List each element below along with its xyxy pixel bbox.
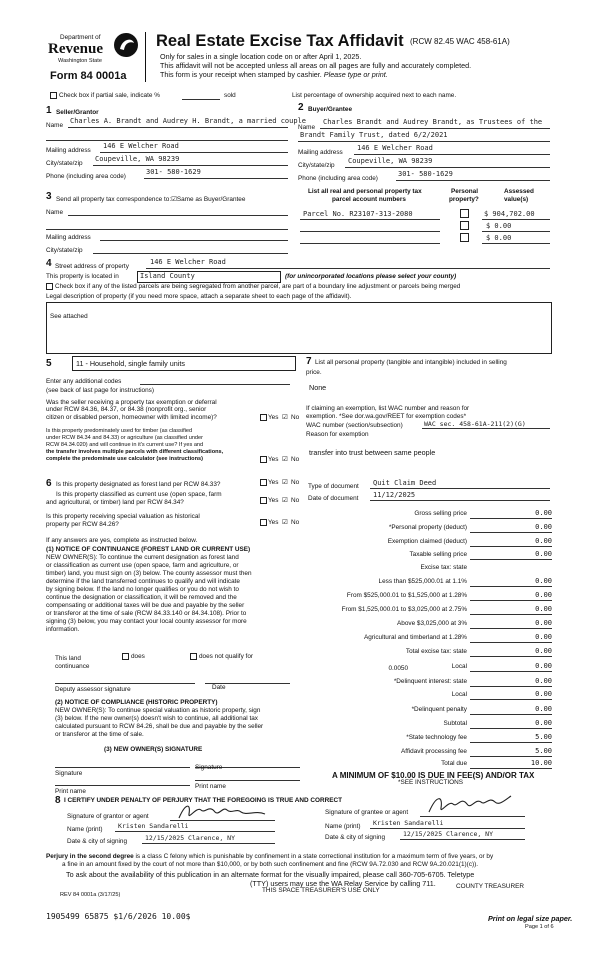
- q1-line1: Was the seller receiving a property tax exemption or deferral: [46, 399, 217, 406]
- s6-q2-no-label: No: [291, 497, 300, 504]
- buyer-city-value: Coupeville, WA 98239: [348, 157, 433, 165]
- seller-phone-value: 301- 580-1629: [146, 168, 201, 176]
- buyer-phone-value: 301- 580-1629: [398, 170, 453, 178]
- segregated-label: Check box if any of the listed parcels are being segregated from another parcel, are part of a boundary line adjustment or parcels being merged: [55, 283, 461, 290]
- seller-city-value: Coupeville, WA 98239: [95, 155, 180, 163]
- perjury-line1: is a class C felony which is punishable by confinement in a state correctional institution for a maximum term of five years, or by: [133, 853, 494, 860]
- local-interest-value: 0.00: [535, 690, 552, 698]
- minimum-due-line1: A MINIMUM OF $10.00 IS DUE IN FEE(S) AND/OR TAX: [332, 771, 535, 780]
- delinquent-interest-field[interactable]: [470, 686, 552, 687]
- grantee-name-label: Name (print): [325, 823, 361, 830]
- total-due-label: Total due: [441, 760, 467, 767]
- owner-signature-field-1[interactable]: [55, 767, 190, 768]
- deputy-date-label: Date: [212, 684, 226, 691]
- section-6-number: 6: [46, 478, 52, 489]
- delinquent-penalty-value: 0.00: [535, 705, 552, 713]
- alt-format-line1: To ask about the availability of this publication in an alternate format for the visually impaired, please call 360-705-6705. Teletype: [66, 870, 475, 879]
- tax-bracket-field[interactable]: [470, 628, 552, 629]
- grantor-signature-label: Signature of grantor or agent: [67, 813, 149, 820]
- notice1-line: timber) land, you must sign on (3) below. The county assessor must then: [46, 570, 252, 577]
- if-yes-note: If any answers are yes, complete as instructed below.: [46, 537, 198, 544]
- q2-yes-checkbox[interactable]: [260, 456, 267, 463]
- tax-row-label: Exemption claimed (deduct): [387, 538, 467, 545]
- owner-print-label-1: Print name: [55, 788, 86, 795]
- does-not-checkbox[interactable]: [190, 653, 197, 660]
- q2-line1: Is this property predominately used for timber (as classified: [46, 428, 193, 434]
- perjury-line2: a fine in an amount fixed by the court of not more than $10,000, or by both such confinement and fine (RCW 9A.72.030 and RCW 9A.20.021(1)(c)).: [62, 861, 478, 868]
- notice2-line: calculated pursuant to RCW 84.26, shall be due and payable by the seller: [55, 723, 264, 730]
- correspondence-mailing-field[interactable]: [100, 240, 288, 241]
- wac-field[interactable]: [422, 428, 550, 429]
- s6-q3-yes-checkbox[interactable]: [260, 519, 267, 526]
- parcel-col-heading-1: List all real and personal property tax: [308, 188, 422, 195]
- q1-yes-label: Yes: [268, 414, 279, 421]
- tax-row-label: Gross selling price: [414, 510, 467, 517]
- parcel-row-1-value-field[interactable]: [482, 219, 550, 220]
- doc-type-label: Type of document: [308, 483, 359, 490]
- legal-description-field[interactable]: [46, 302, 552, 354]
- seller-phone-label: Phone (including area code): [46, 173, 126, 180]
- this-land-label: This land: [55, 655, 81, 662]
- list-percentage-note: List percentage of ownership acquired next to each name.: [292, 92, 457, 99]
- notice2-title: (2) NOTICE OF COMPLIANCE (HISTORIC PROPERTY): [55, 699, 218, 706]
- exempt-label-2: exemption.: [306, 413, 338, 420]
- section-4-number: 4: [46, 258, 52, 269]
- seller-mailing-label: Mailing address: [46, 147, 91, 154]
- q1-line2: under RCW 84.36, 84.37, or 84.38 (nonprofit org., senior: [46, 406, 207, 413]
- legal-paper-note: Print on legal size paper.: [488, 914, 573, 923]
- section-2-number: 2: [298, 102, 304, 113]
- correspondence-name-label: Name: [46, 209, 64, 216]
- grantor-signature-icon: [175, 800, 270, 822]
- header-divider: [145, 32, 146, 82]
- local-tax-field[interactable]: [470, 671, 552, 672]
- tax-bracket-label: Agricultural and timberland at 1.28%: [363, 634, 467, 641]
- legal-description-value: See attached: [50, 313, 88, 320]
- header-line3-italic: Please type or print.: [323, 70, 388, 79]
- notice1-line: compensating or additional taxes will be due and payable by the seller: [46, 602, 245, 609]
- q1-line3: citizen or disabled person, homeowner with limited income)?: [46, 414, 217, 421]
- grantee-name-field[interactable]: [370, 828, 525, 829]
- perjury-bold: Perjury in the second degree: [46, 853, 134, 860]
- local-interest-label: Local: [451, 691, 467, 698]
- subtotal-field[interactable]: [470, 728, 552, 729]
- tax-row-value: 0.00: [535, 550, 552, 558]
- tax-row-field[interactable]: [470, 559, 552, 560]
- s6-q2-line2: and agricultural, or timber) land per RCW 84.34?: [46, 499, 184, 506]
- form-statute: (RCW 82.45 WAC 458-61A): [410, 37, 510, 46]
- seller-name-field[interactable]: [68, 127, 288, 128]
- does-checkbox[interactable]: [122, 653, 129, 660]
- correspondence-heading: Send all property tax correspondence to:☑Same as Buyer/Grantee: [56, 196, 246, 203]
- grantor-date-label: Date & city of signing: [67, 838, 128, 845]
- buyer-mailing-value: 146 E Welcher Road: [357, 144, 433, 152]
- doc-date-value: 11/12/2025: [373, 491, 416, 499]
- s6-q3-line1: Is this property receiving special valuation as historical: [46, 513, 200, 520]
- tax-row-label: *Personal property (deduct): [388, 524, 467, 531]
- located-in-label: This property is located in: [46, 273, 119, 280]
- delinquent-interest-value: 0.00: [535, 677, 552, 685]
- s6-q2-yes-checkbox[interactable]: [260, 497, 267, 504]
- parcel-row-1-personal-checkbox[interactable]: [460, 209, 469, 218]
- parcel-row-3-field[interactable]: [300, 243, 440, 244]
- county-treasurer: COUNTY TREASURER: [456, 883, 524, 890]
- s6-q2-no-checkbox[interactable]: ☑: [282, 497, 288, 504]
- buyer-name-line2: Brandt Family Trust, dated 6/2/2021: [300, 131, 448, 139]
- wac-value: WAC sec. 458-61A-211(2)(G): [424, 420, 526, 428]
- doc-date-label: Date of document: [308, 495, 359, 502]
- grantee-signature-label: Signature of grantee or agent: [325, 809, 409, 816]
- notice1-line: or transferor at the time of sale (RCW 84.33.140 or 84.34.108). Prior to: [46, 610, 247, 617]
- buyer-mailing-label: Mailing address: [298, 149, 343, 156]
- parcel-row-2-value: $ 0.00: [486, 222, 512, 230]
- grantor-name-field[interactable]: [115, 831, 275, 832]
- grantee-signature-field[interactable]: [420, 816, 525, 817]
- dept-revenue: Revenue: [48, 41, 103, 57]
- personal-property-value: None: [309, 383, 327, 392]
- doc-date-field[interactable]: [370, 500, 550, 501]
- buyer-phone-label: Phone (including area code): [298, 175, 378, 182]
- segregated-checkbox[interactable]: [46, 283, 53, 290]
- tax-bracket-value: 0.00: [535, 633, 552, 641]
- parcel-row-3-value-field[interactable]: [482, 243, 550, 244]
- tax-bracket-field[interactable]: [470, 642, 552, 643]
- tax-row-field[interactable]: [470, 518, 552, 519]
- notice1-line: continue the designation or classification, it will be removed and the: [46, 594, 237, 601]
- notice3-title: (3) NEW OWNER(S) SIGNATURE: [104, 746, 203, 753]
- tax-bracket-label: Above $3,025,000 at 3%: [397, 620, 467, 627]
- parcel-row-2-value-field[interactable]: [482, 231, 550, 232]
- q2-no-checkbox[interactable]: ☑: [282, 456, 288, 463]
- minimum-due-line2: *SEE INSTRUCTIONS: [398, 779, 463, 786]
- street-address-value: 146 E Welcher Road: [150, 258, 226, 266]
- owner-signature-label-1: Signature: [55, 770, 83, 777]
- tax-row-field[interactable]: [470, 546, 552, 547]
- parcel-row-2-field[interactable]: [300, 231, 440, 232]
- correspondence-mailing-label: Mailing address: [46, 234, 91, 241]
- notice2-line: NEW OWNER(S): To continue special valuation as historic property, sign: [55, 707, 261, 714]
- processing-fee-label: Affidavit processing fee: [401, 748, 467, 755]
- personal-col-heading-1: Personal: [451, 188, 478, 195]
- section-8-number: 8: [55, 795, 61, 806]
- buyer-mailing-field[interactable]: [354, 154, 550, 155]
- additional-codes-field[interactable]: [140, 384, 290, 385]
- notice1-line: information.: [46, 626, 80, 633]
- reason-label: Reason for exemption: [306, 431, 369, 438]
- grantee-date-label: Date & city of signing: [325, 834, 386, 841]
- total-excise-state-label: Total excise tax: state: [405, 648, 467, 655]
- grantee-date-field[interactable]: [400, 839, 525, 840]
- grantor-date-value: 12/15/2025 Clarence, NY: [145, 834, 236, 842]
- partial-sale-checkbox[interactable]: [50, 92, 57, 99]
- s6-q1-yes-label: Yes: [268, 479, 279, 486]
- buyer-name-line1: Charles Brandt and Audrey Brandt, as Trustees of the: [323, 118, 543, 126]
- doc-type-value: Quit Claim Deed: [373, 479, 437, 487]
- tax-bracket-field[interactable]: [470, 586, 552, 587]
- total-excise-state-value: 0.00: [535, 647, 552, 655]
- seller-name-value: Charles A. Brandt and Audrey H. Brandt, a married couple: [70, 117, 307, 125]
- deputy-signature-label: Deputy assessor signature: [55, 686, 131, 693]
- subtotal-value: 0.00: [535, 719, 552, 727]
- q2-line4: the transfer involves multiple parcels with different classifications,: [46, 449, 224, 455]
- correspondence-city-label: City/state/zip: [46, 247, 83, 254]
- buyer-name-field-2[interactable]: [298, 141, 550, 142]
- q2-line3: RCW 84.34.020) and will continue in it's current use? If yes and: [46, 442, 204, 448]
- local-interest-field[interactable]: [470, 699, 552, 700]
- tax-row-field[interactable]: [470, 532, 552, 533]
- seller-mailing-field[interactable]: [100, 152, 288, 153]
- doc-type-field[interactable]: [370, 488, 550, 489]
- grantor-date-field[interactable]: [142, 843, 275, 844]
- wac-label: WAC number (section/subsection): [306, 422, 403, 429]
- q2-line2: under RCW 84.34 and 84.33) or agriculture (as classified under: [46, 435, 204, 441]
- technology-fee-field[interactable]: [470, 742, 552, 743]
- county-value: Island County: [140, 272, 195, 280]
- tax-bracket-field[interactable]: [470, 614, 552, 615]
- page-number: Page 1 of 6: [525, 924, 554, 930]
- delinquent-penalty-label: *Delinquent penalty: [411, 706, 467, 713]
- technology-fee-value: 5.00: [535, 733, 552, 741]
- processing-fee-value: 5.00: [535, 747, 552, 755]
- seller-city-field[interactable]: [93, 165, 288, 166]
- exempt-label-1: If claiming an exemption, list WAC number and reason for: [306, 405, 470, 412]
- use-code-value: 11 - Household, single family units: [76, 359, 185, 368]
- s6-q1-no-label: No: [291, 479, 300, 486]
- notice1-line: by signing below. If the land no longer qualifies or you do not wish to: [46, 586, 239, 593]
- section-1-number: 1: [46, 105, 52, 116]
- see-back-note: (see back of last page for instructions): [46, 387, 154, 394]
- section-5-number: 5: [46, 358, 52, 369]
- continuance-label: continuance: [55, 663, 90, 670]
- does-not-label: does not qualify for: [199, 653, 253, 660]
- grantee-date-value: 12/15/2025 Clarence, NY: [403, 830, 494, 838]
- q1-yes-checkbox[interactable]: [260, 414, 267, 421]
- tax-bracket-value: 0.00: [535, 619, 552, 627]
- total-due-field[interactable]: [470, 768, 552, 769]
- header-line3: This form is your receipt when stamped by cashier.: [160, 70, 322, 79]
- notice1-line: signing (3) below, you may contact your local county assessor for more: [46, 618, 247, 625]
- seller-heading: Seller/Grantor: [56, 109, 99, 116]
- form-revision: REV 84 0001a (3/17/25): [60, 892, 121, 898]
- parcel-row-1-number: Parcel No. R23107-313-2080: [303, 210, 413, 218]
- tax-row-value: 0.00: [535, 523, 552, 531]
- grantee-name-value: Kristen Sandarelli: [373, 819, 444, 827]
- buyer-name-field[interactable]: [320, 128, 550, 129]
- buyer-name-label: Name: [298, 124, 316, 131]
- exempt-link[interactable]: *See dor.wa.gov/REET for exemption codes*: [339, 413, 467, 420]
- header-line2: This affidavit will not be accepted unless all areas on all pages are fully and accurately completed.: [160, 61, 472, 70]
- street-address-field[interactable]: [146, 268, 550, 269]
- personal-property-label-1: List all personal property (tangible and intangible) included in selling: [315, 359, 507, 366]
- buyer-phone-field[interactable]: [396, 180, 550, 181]
- tax-row-value: 0.00: [535, 509, 552, 517]
- cashier-stamp: 1905499 65875 $1/6/2026 10.00$: [46, 912, 191, 921]
- subtotal-label: Subtotal: [443, 720, 467, 727]
- q2-no-label: No: [291, 456, 300, 463]
- parcel-row-3-value: $ 0.00: [486, 234, 512, 242]
- grantor-name-value: Kristen Sandarelli: [118, 822, 189, 830]
- buyer-city-label: City/state/zip: [298, 162, 335, 169]
- section-7-number: 7: [306, 356, 312, 367]
- personal-property-label-2: price.: [306, 369, 322, 376]
- local-rate: 0.0050: [388, 665, 408, 672]
- tax-bracket-label: Less than $525,000.01 at 1.1%: [378, 578, 467, 585]
- tax-bracket-value: 0.00: [535, 591, 552, 599]
- grantee-signature-icon: [425, 792, 515, 816]
- seller-phone-field[interactable]: [144, 178, 288, 179]
- s6-q3-line2: property per RCW 84.26?: [46, 521, 119, 528]
- notice1-line: determine if the land transferred continues to qualify and will indicate: [46, 578, 240, 585]
- deputy-signature-field[interactable]: [55, 683, 195, 684]
- parcel-row-1-field[interactable]: [300, 219, 440, 220]
- q2-line5: complete the predominate use calculator (see instructions): [46, 456, 203, 462]
- header-line1: Only for sales in a single location code on or after April 1, 2025.: [160, 52, 362, 61]
- seller-name-field-2[interactable]: [46, 140, 288, 141]
- section-3-number: 3: [46, 191, 52, 202]
- correspondence-name-field[interactable]: [68, 215, 288, 216]
- tax-row-label: Taxable selling price: [409, 551, 467, 558]
- excise-state-heading-label: Excise tax: state: [420, 564, 467, 571]
- local-tax-value: 0.00: [535, 662, 552, 670]
- tax-bracket-field[interactable]: [470, 600, 552, 601]
- seller-name-label: Name: [46, 122, 64, 129]
- total-due-value: 10.00: [530, 759, 552, 767]
- tax-bracket-label: From $1,525,000.01 to $3,025,000 at 2.75%: [341, 606, 467, 613]
- tax-bracket-value: 0.00: [535, 577, 552, 585]
- notice1-line: or classification as current use (open space, farm and agriculture, or: [46, 562, 239, 569]
- does-label: does: [131, 653, 145, 660]
- assessed-col-heading-2: value(s): [504, 196, 529, 203]
- parcel-row-1-value: $ 904,702.00: [484, 210, 535, 218]
- reason-value: transfer into trust between same people: [309, 448, 436, 457]
- partial-sale-field[interactable]: [182, 99, 220, 100]
- owner-print-field-2[interactable]: [195, 780, 300, 781]
- parcel-row-2-personal-checkbox[interactable]: [460, 221, 469, 230]
- notice1-title: (1) NOTICE OF CONTINUANCE (FOREST LAND OR CURRENT USE): [46, 546, 251, 553]
- grantor-name-label: Name (print): [67, 826, 103, 833]
- s6-q2-line1: Is this property classified as current use (open space, farm: [56, 491, 222, 498]
- processing-fee-field[interactable]: [470, 756, 552, 757]
- q1-no-checkbox[interactable]: ☑: [282, 414, 288, 421]
- technology-fee-label: *State technology fee: [406, 734, 467, 741]
- dept-line3: Washington State: [58, 58, 102, 64]
- owner-signature-label-2: Signature: [195, 764, 223, 771]
- same-as-buyer-checkbox[interactable]: ☑: [171, 196, 177, 203]
- unincorporated-note: (for unincorporated locations please select your county): [285, 273, 457, 280]
- correspondence-city-field[interactable]: [93, 253, 288, 254]
- parcel-row-3-personal-checkbox[interactable]: [460, 233, 469, 242]
- notice2-line: or transferor at the time of sale.: [55, 731, 144, 738]
- additional-codes-label: Enter any additional codes: [46, 378, 122, 385]
- certify-statement: I CERTIFY UNDER PENALTY OF PERJURY THAT THE FOREGOING IS TRUE AND CORRECT: [64, 797, 343, 804]
- parcel-col-heading-2: parcel account numbers: [332, 196, 406, 203]
- delinquent-penalty-field[interactable]: [470, 714, 552, 715]
- form-title: Real Estate Excise Tax Affidavit: [156, 32, 404, 50]
- grantor-signature-field[interactable]: [170, 820, 275, 821]
- street-address-label: Street address of property: [55, 263, 129, 270]
- s6-q3-yes-label: Yes: [268, 519, 279, 526]
- personal-col-heading-2: property?: [449, 196, 479, 203]
- dor-logo-icon: [112, 31, 140, 59]
- partial-sale-label: Check box if partial sale, indicate %: [59, 92, 160, 99]
- buyer-heading: Buyer/Grantee: [308, 106, 353, 113]
- correspondence-name-field-2[interactable]: [46, 229, 288, 230]
- s6-q3-no-checkbox[interactable]: ☑: [282, 519, 288, 526]
- local-tax-label: Local: [451, 663, 467, 670]
- seller-mailing-value: 146 E Welcher Road: [103, 142, 179, 150]
- seller-city-label: City/state/zip: [46, 160, 83, 167]
- form-number: Form 84 0001a: [50, 70, 127, 82]
- buyer-city-field[interactable]: [345, 167, 550, 168]
- q1-no-label: No: [291, 414, 300, 421]
- assessed-col-heading-1: Assessed: [504, 188, 534, 195]
- alt-format-line2: (TTY) users may use the WA Relay Service by calling 711.: [250, 879, 436, 888]
- q2-yes-label: Yes: [268, 456, 279, 463]
- delinquent-interest-label: *Delinquent interest: state: [393, 678, 467, 685]
- owner-print-field-1[interactable]: [55, 785, 190, 786]
- treasurer-use-only: THIS SPACE TREASURER'S USE ONLY: [262, 887, 380, 894]
- s6-q1-no-checkbox[interactable]: ☑: [282, 479, 288, 486]
- s6-q1-yes-checkbox[interactable]: [260, 479, 267, 486]
- legal-description-label: Legal description of property (if you need more space, attach a separate sheet to each page of the affidavit).: [46, 293, 352, 300]
- s6-q2-yes-label: Yes: [268, 497, 279, 504]
- notice2-line: (3) below. If the new owner(s) doesn't wish to continue, all additional tax: [55, 715, 258, 722]
- s6-q3-no-label: No: [291, 519, 300, 526]
- owner-print-label-2: Print name: [195, 783, 226, 790]
- s6-q1: Is this property designated as forest land per RCW 84.33?: [56, 481, 221, 488]
- tax-bracket-value: 0.00: [535, 605, 552, 613]
- dept-line1: Department of: [60, 34, 101, 41]
- notice1-line: NEW OWNER(S): To continue the current designation as forest land: [46, 554, 239, 561]
- tax-bracket-label: From $525,000.01 to $1,525,000 at 1.28%: [346, 592, 467, 599]
- total-excise-state-field[interactable]: [470, 656, 552, 657]
- tax-row-value: 0.00: [535, 537, 552, 545]
- sold-label: sold: [224, 92, 236, 99]
